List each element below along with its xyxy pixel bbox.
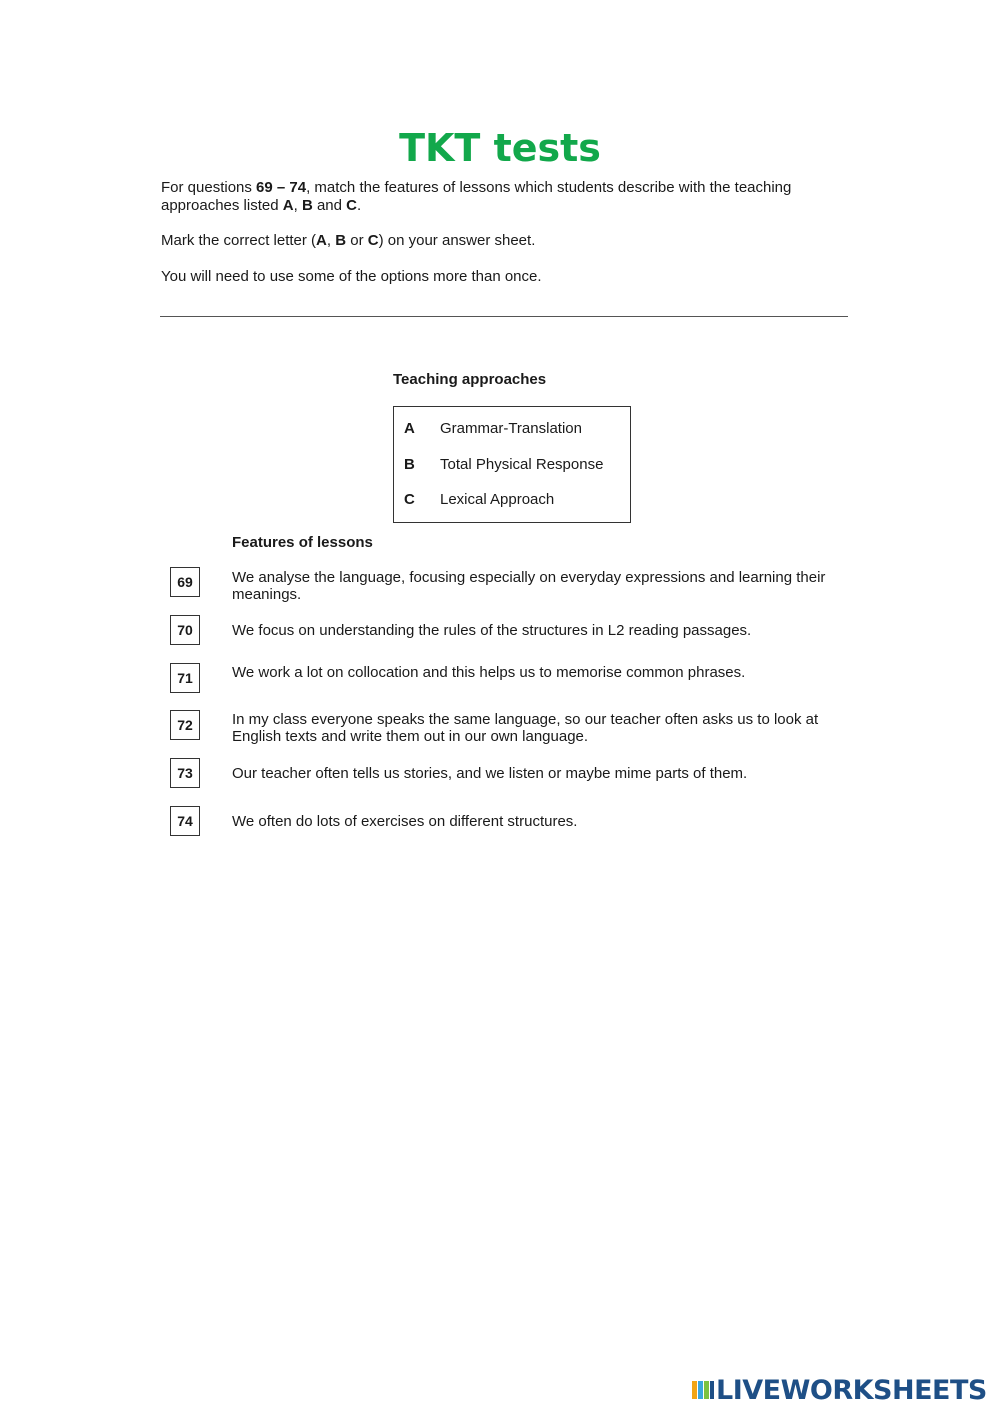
- approaches-box: [393, 406, 631, 523]
- question-number-box: 71: [170, 663, 200, 693]
- page-title: TKT tests: [399, 126, 601, 170]
- instructions-text: For questions: [161, 179, 257, 196]
- letter-b: B: [335, 232, 347, 249]
- question-text: In my class everyone speaks the same language, so our teacher often asks us to look at English texts and write them out in our own language.: [232, 711, 819, 745]
- approach-label: Grammar-Translation: [440, 420, 582, 437]
- instructions-paragraph: [161, 179, 851, 215]
- question-number-box: 73: [170, 758, 200, 788]
- separator: ,: [326, 232, 336, 249]
- question-number-box: 70: [170, 615, 200, 645]
- approach-letter: C: [404, 491, 415, 508]
- question-number-box: 69: [170, 567, 200, 597]
- features-heading: Features of lessons: [232, 534, 373, 551]
- question-text: We analyse the language, focusing especially on everyday expressions and learning their meanings.: [232, 569, 826, 603]
- letter-c: C: [346, 197, 357, 214]
- approach-letter: B: [404, 456, 415, 473]
- question-text: We often do lots of exercises on different structures.: [232, 813, 578, 830]
- period: .: [357, 197, 362, 214]
- letter-a: A: [316, 232, 327, 249]
- letter-c: C: [367, 232, 379, 249]
- question-range: 69 – 74: [256, 179, 307, 196]
- approach-letter: A: [404, 420, 415, 437]
- logo-text: LIVEWORKSHEETS: [716, 1374, 987, 1406]
- approach-label: Lexical Approach: [440, 491, 555, 508]
- approach-label: Total Physical Response: [440, 456, 604, 473]
- or-word: or: [346, 232, 368, 249]
- liveworksheets-logo-icon: [692, 1379, 714, 1401]
- question-text: We work a lot on collocation and this helps us to memorise common phrases.: [232, 664, 746, 681]
- question-text: Our teacher often tells us stories, and we listen or maybe mime parts of them.: [232, 765, 748, 782]
- instructions-text: , match the features of lessons which students describe with the teaching approaches listed: [161, 179, 792, 214]
- liveworksheets-logo: [692, 1374, 987, 1406]
- question-number-box: 74: [170, 806, 200, 836]
- mark-text: Mark the correct letter (: [161, 232, 317, 249]
- separator: ,: [293, 197, 302, 214]
- question-text: We focus on understanding the rules of the structures in L2 reading passages.: [232, 622, 752, 639]
- divider: [160, 316, 848, 317]
- reuse-instruction: You will need to use some of the options more than once.: [161, 268, 542, 285]
- letter-a: A: [282, 197, 294, 214]
- approaches-heading: Teaching approaches: [393, 371, 547, 388]
- question-number-box: 72: [170, 710, 200, 740]
- and-word: and: [312, 197, 347, 214]
- mark-instruction: [161, 232, 851, 250]
- mark-text: ) on your answer sheet.: [378, 232, 536, 249]
- letter-b: B: [301, 197, 313, 214]
